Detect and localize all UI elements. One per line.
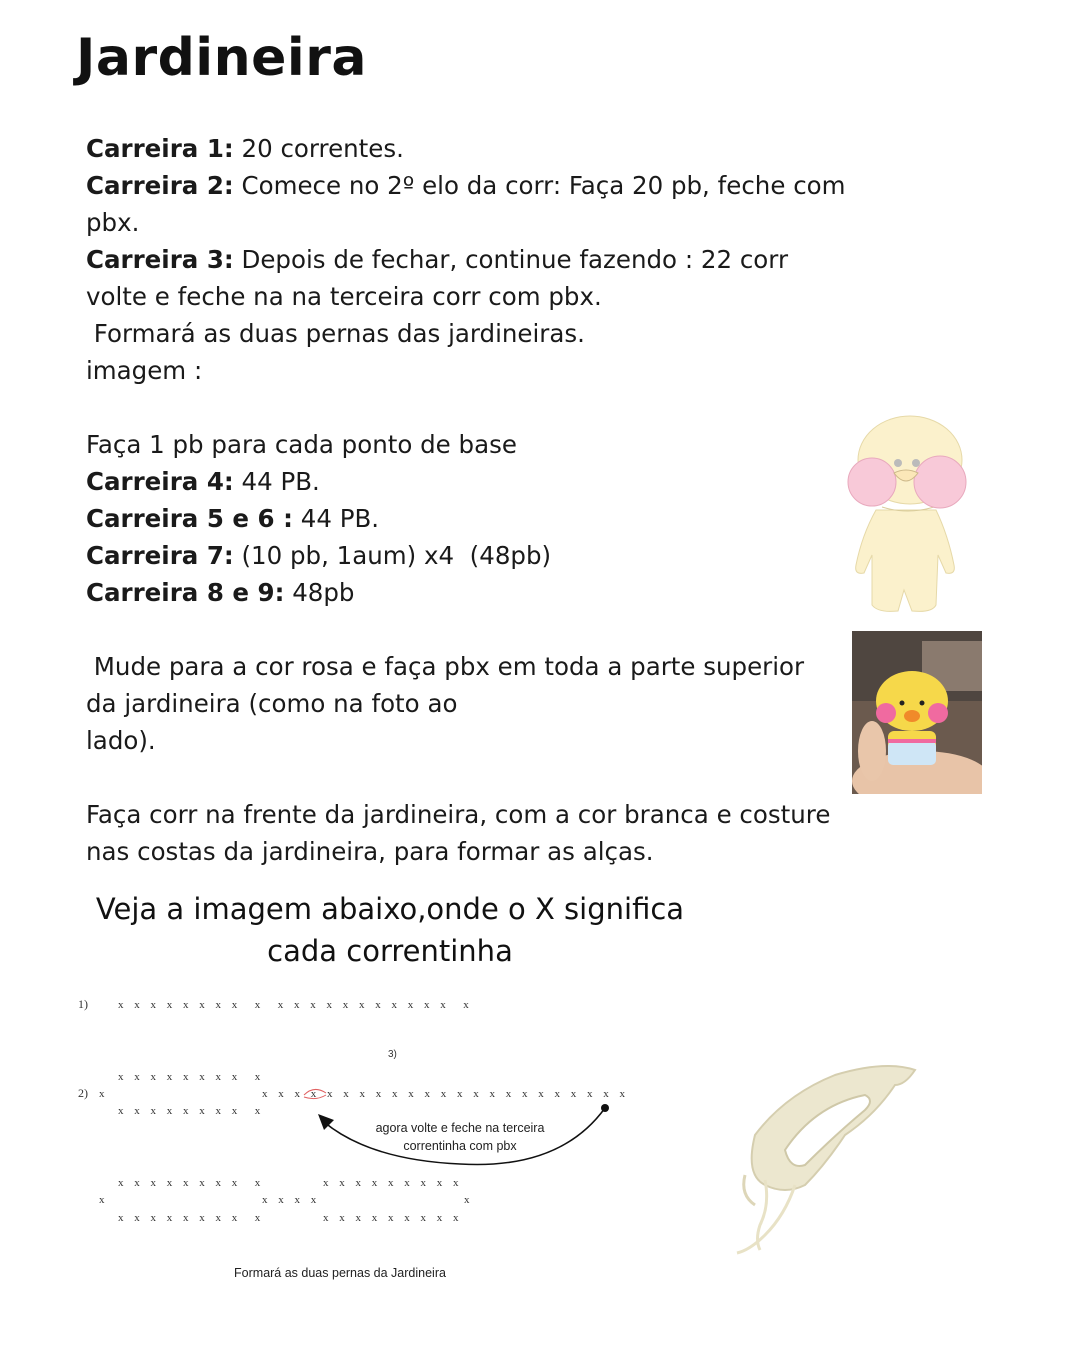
- line-lado: lado).: [86, 726, 156, 755]
- diagram-label-3: 3): [388, 1049, 397, 1060]
- diagram-caption: Formará as duas pernas da Jardineira: [234, 1266, 446, 1280]
- diagram-label-2: 2): [78, 1086, 88, 1100]
- line-faca-pb: Faça 1 pb para cada ponto de base: [86, 430, 517, 459]
- line-alcas-cont: nas costas da jardineira, para formar as alças.: [86, 837, 654, 866]
- duck-photo: [852, 631, 982, 794]
- line-carreira-5-6: Carreira 5 e 6 : 44 PB.: [86, 504, 380, 533]
- line-carreira-2-cont: pbx.: [86, 208, 140, 237]
- line-mude-cor: Mude para a cor rosa e faça pbx em toda a parte superior: [86, 652, 805, 681]
- diagram-row-2-left: x: [99, 1088, 109, 1100]
- diagram-row-2-bottom: x x x x x x x x x: [118, 1105, 265, 1117]
- diagram-row-3-bottom-left: x x x x x x x x x: [118, 1212, 265, 1224]
- diagram-row-3-left: x: [99, 1194, 109, 1206]
- instructions: [86, 130, 856, 870]
- diagram-row-3-mid: x x x x: [262, 1194, 321, 1206]
- line-carreira-4: Carreira 4: 44 PB.: [86, 467, 320, 496]
- diagram-row-2-top: x x x x x x x x x: [118, 1071, 265, 1083]
- line-imagem: imagem :: [86, 356, 203, 385]
- diagram-row-1: x x x x x x x x x x x x x x x x x x x x x: [118, 999, 473, 1011]
- line-carreira-3-cont: volte e feche na na terceira corr com pbx.: [86, 282, 602, 311]
- page-title: Jardineira: [76, 28, 367, 88]
- doll-illustration: [842, 415, 972, 615]
- line-carreira-8-9: Carreira 8 e 9: 48pb: [86, 578, 355, 607]
- line-pernas: Formará as duas pernas das jardineiras.: [86, 319, 585, 348]
- diagram-row-3-right: x: [464, 1194, 474, 1206]
- diagram-row-3-top-right: x x x x x x x x x: [323, 1177, 463, 1189]
- diagram-row-3-bottom-right: x x x x x x x x x: [323, 1212, 463, 1224]
- diagram-row-3-top-left: x x x x x x x x x: [118, 1177, 265, 1189]
- arrow-note: agora volte e feche na terceira correntinha com pbx: [375, 1121, 545, 1153]
- line-mude-cor-cont: da jardineira (como na foto ao: [86, 689, 458, 718]
- diagram-row-2-mid: x x x x x x x x x x x x x x x x x x x x x x x: [262, 1088, 629, 1100]
- line-carreira-2: Carreira 2: Comece no 2º elo da corr: Faça 20 pb, feche com: [86, 171, 846, 200]
- crochet-piece-photo: [725, 1055, 925, 1255]
- diagram-label-1: 1): [78, 997, 88, 1011]
- diagram-heading: Veja a imagem abaixo,onde o X significa cada correntinha: [95, 892, 685, 968]
- line-alcas: Faça corr na frente da jardineira, com a cor branca e costure: [86, 800, 831, 829]
- line-carreira-3: Carreira 3: Depois de fechar, continue fazendo : 22 corr: [86, 245, 789, 274]
- line-carreira-1: Carreira 1: 20 correntes.: [86, 134, 404, 163]
- line-carreira-7: Carreira 7: (10 pb, 1aum) x4 (48pb): [86, 541, 552, 570]
- stitch-diagram: [0, 985, 720, 1285]
